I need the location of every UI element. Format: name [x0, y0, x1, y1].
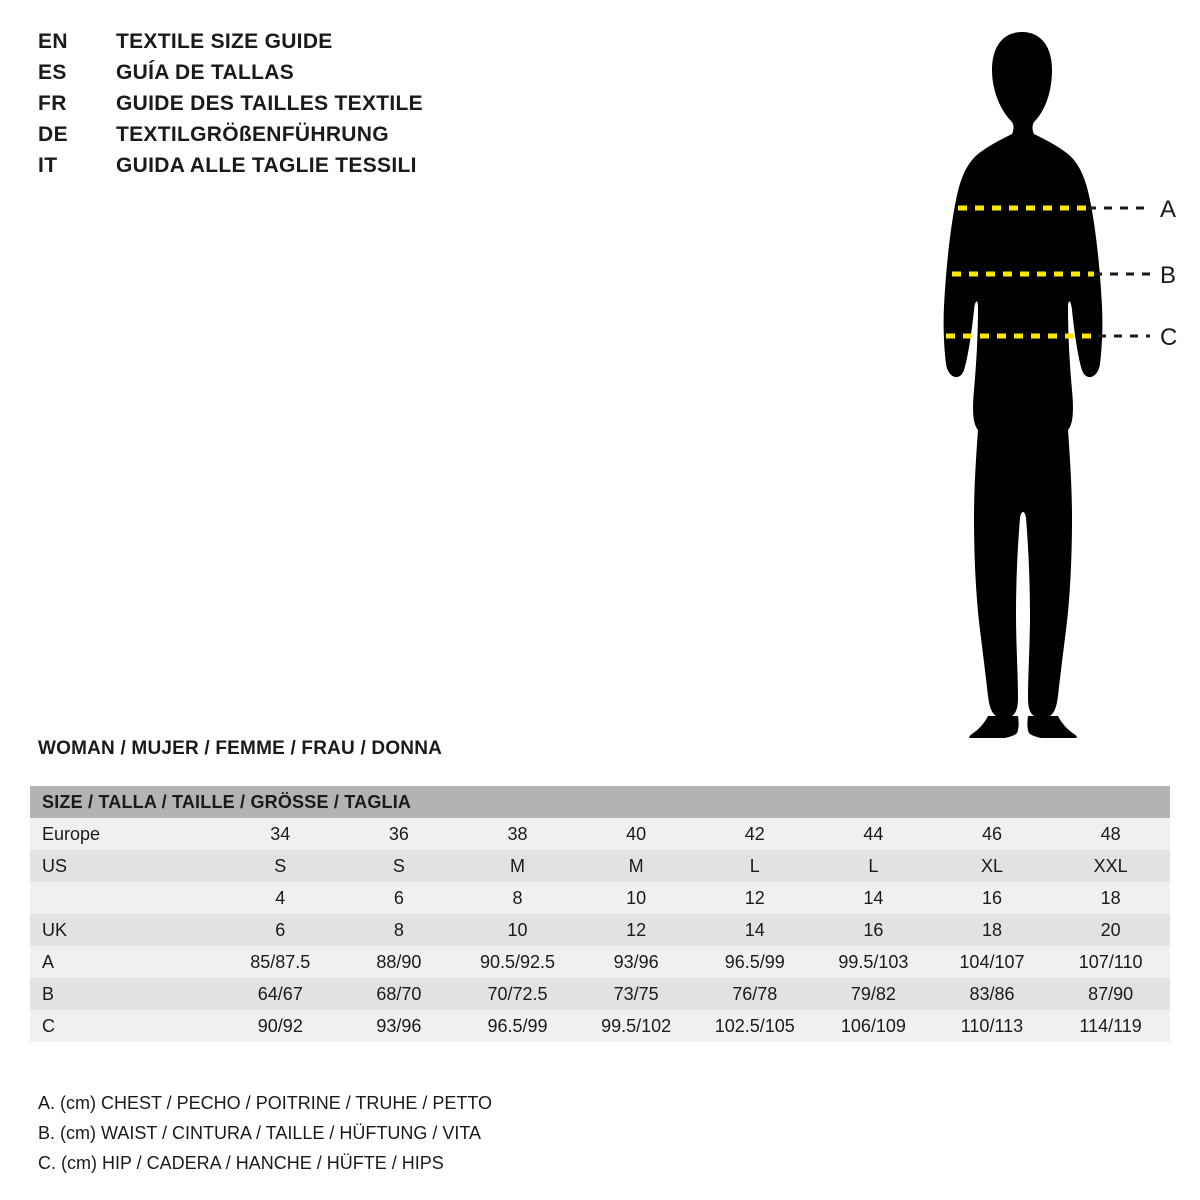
table-cell: 10: [626, 888, 647, 908]
table-cell: 14: [863, 888, 884, 908]
language-row: [38, 92, 558, 123]
legend-item-hip: C. (cm) HIP / CADERA / HANCHE / HÜFTE / HIPS: [38, 1153, 444, 1173]
table-cell: L: [749, 856, 760, 876]
language-title: TEXTILE SIZE GUIDE: [116, 30, 333, 53]
table-cell: 20: [1100, 920, 1121, 940]
section-title-woman: WOMAN / MUJER / FEMME / FRAU / DONNA: [38, 738, 443, 759]
table-cell: 44: [863, 824, 884, 844]
language-code: FR: [38, 92, 67, 115]
table-cell: 16: [981, 888, 1002, 908]
table-cell: 18: [1100, 888, 1121, 908]
table-row: [30, 914, 1170, 946]
language-row: [38, 123, 558, 154]
row-label: [30, 882, 221, 914]
language-code: ES: [38, 61, 67, 84]
table-cell: 42: [744, 824, 765, 844]
table-cell: 107/110: [1078, 952, 1143, 972]
table-row: [30, 882, 1170, 914]
table-cell: M: [510, 856, 526, 876]
row-label: A: [42, 952, 55, 972]
table-cell: 64/67: [257, 984, 303, 1004]
table-cell: 48: [1100, 824, 1121, 844]
legend-item-waist: B. (cm) WAIST / CINTURA / TAILLE / HÜFTUNG / VITA: [38, 1123, 482, 1143]
table-cell: 90.5/92.5: [479, 952, 556, 972]
body-measurement-figure: [860, 18, 1190, 738]
table-cell: 90/92: [257, 1016, 303, 1036]
table-row: [30, 946, 1170, 978]
table-row: [30, 1010, 1170, 1042]
table-cell: L: [868, 856, 879, 876]
table-cell: 68/70: [376, 984, 422, 1004]
size-chart-table: [30, 786, 1170, 1042]
table-cell: 70/72.5: [487, 984, 548, 1004]
table-cell: 8: [512, 888, 523, 908]
row-label: UK: [42, 920, 68, 940]
table-cell: 6: [393, 888, 404, 908]
table-cell: 110/113: [960, 1016, 1024, 1036]
language-title: GUIDE DES TAILLES TEXTILE: [116, 92, 423, 115]
table-cell: 10: [507, 920, 528, 940]
language-row: [38, 61, 558, 92]
table-cell: XL: [980, 856, 1003, 876]
row-label: Europe: [42, 824, 101, 844]
table-cell: 4: [275, 888, 286, 908]
table-cell: 14: [744, 920, 765, 940]
table-cell: S: [392, 856, 405, 876]
table-cell: 93/96: [613, 952, 659, 972]
table-cell: 76/78: [732, 984, 778, 1004]
table-cell: 12: [744, 888, 765, 908]
row-label: B: [42, 984, 55, 1004]
female-silhouette-icon: [944, 32, 1103, 738]
table-cell: S: [274, 856, 287, 876]
table-cell: 96.5/99: [487, 1016, 548, 1036]
table-cell: 73/75: [613, 984, 659, 1004]
table-cell: 16: [863, 920, 884, 940]
table-cell: 104/107: [959, 952, 1025, 972]
table-cell: 18: [981, 920, 1002, 940]
table-header-row: [30, 786, 1170, 818]
table-header-label: SIZE / TALLA / TAILLE / GRÖSSE / TAGLIA: [42, 792, 412, 812]
table-cell: 36: [388, 824, 409, 844]
language-title: GUIDA ALLE TAGLIE TESSILI: [116, 154, 417, 177]
table-cell: 114/119: [1079, 1016, 1142, 1036]
table-cell: 87/90: [1088, 984, 1134, 1004]
table-cell: 83/86: [969, 984, 1015, 1004]
language-title: TEXTILGRÖßENFÜHRUNG: [116, 123, 389, 146]
table-cell: M: [628, 856, 644, 876]
table-cell: 34: [270, 824, 291, 844]
table-cell: 79/82: [850, 984, 896, 1004]
language-row: [38, 154, 558, 185]
table-cell: XXL: [1093, 856, 1128, 876]
table-cell: 88/90: [376, 952, 422, 972]
language-title-list: [38, 30, 558, 185]
table-cell: 8: [393, 920, 404, 940]
marker-label-c: C: [1160, 324, 1178, 351]
table-cell: 96.5/99: [724, 952, 785, 972]
table-row: [30, 850, 1170, 882]
table-cell: 46: [981, 824, 1002, 844]
row-label: C: [42, 1016, 55, 1036]
table-cell: 85/87.5: [250, 952, 311, 972]
table-cell: 99.5/103: [838, 952, 909, 972]
language-row: [38, 30, 558, 61]
table-cell: 40: [626, 824, 647, 844]
table-cell: 38: [507, 824, 528, 844]
marker-label-a: A: [1160, 196, 1177, 223]
table-row: [30, 818, 1170, 850]
table-row: [30, 978, 1170, 1010]
table-cell: 106/109: [840, 1016, 906, 1036]
row-label: US: [42, 856, 68, 876]
table-cell: 99.5/102: [601, 1016, 672, 1036]
language-code: DE: [38, 123, 68, 146]
table-cell: 102.5/105: [714, 1016, 795, 1036]
language-code: IT: [38, 154, 58, 177]
marker-label-b: B: [1160, 262, 1177, 289]
measurement-legend: [38, 1088, 738, 1178]
table-cell: 12: [626, 920, 647, 940]
language-code: EN: [38, 30, 68, 53]
legend-item-chest: A. (cm) CHEST / PECHO / POITRINE / TRUHE / PETTO: [38, 1093, 493, 1113]
table-cell: 6: [275, 920, 286, 940]
language-title: GUÍA DE TALLAS: [116, 61, 295, 84]
table-cell: 93/96: [376, 1016, 422, 1036]
